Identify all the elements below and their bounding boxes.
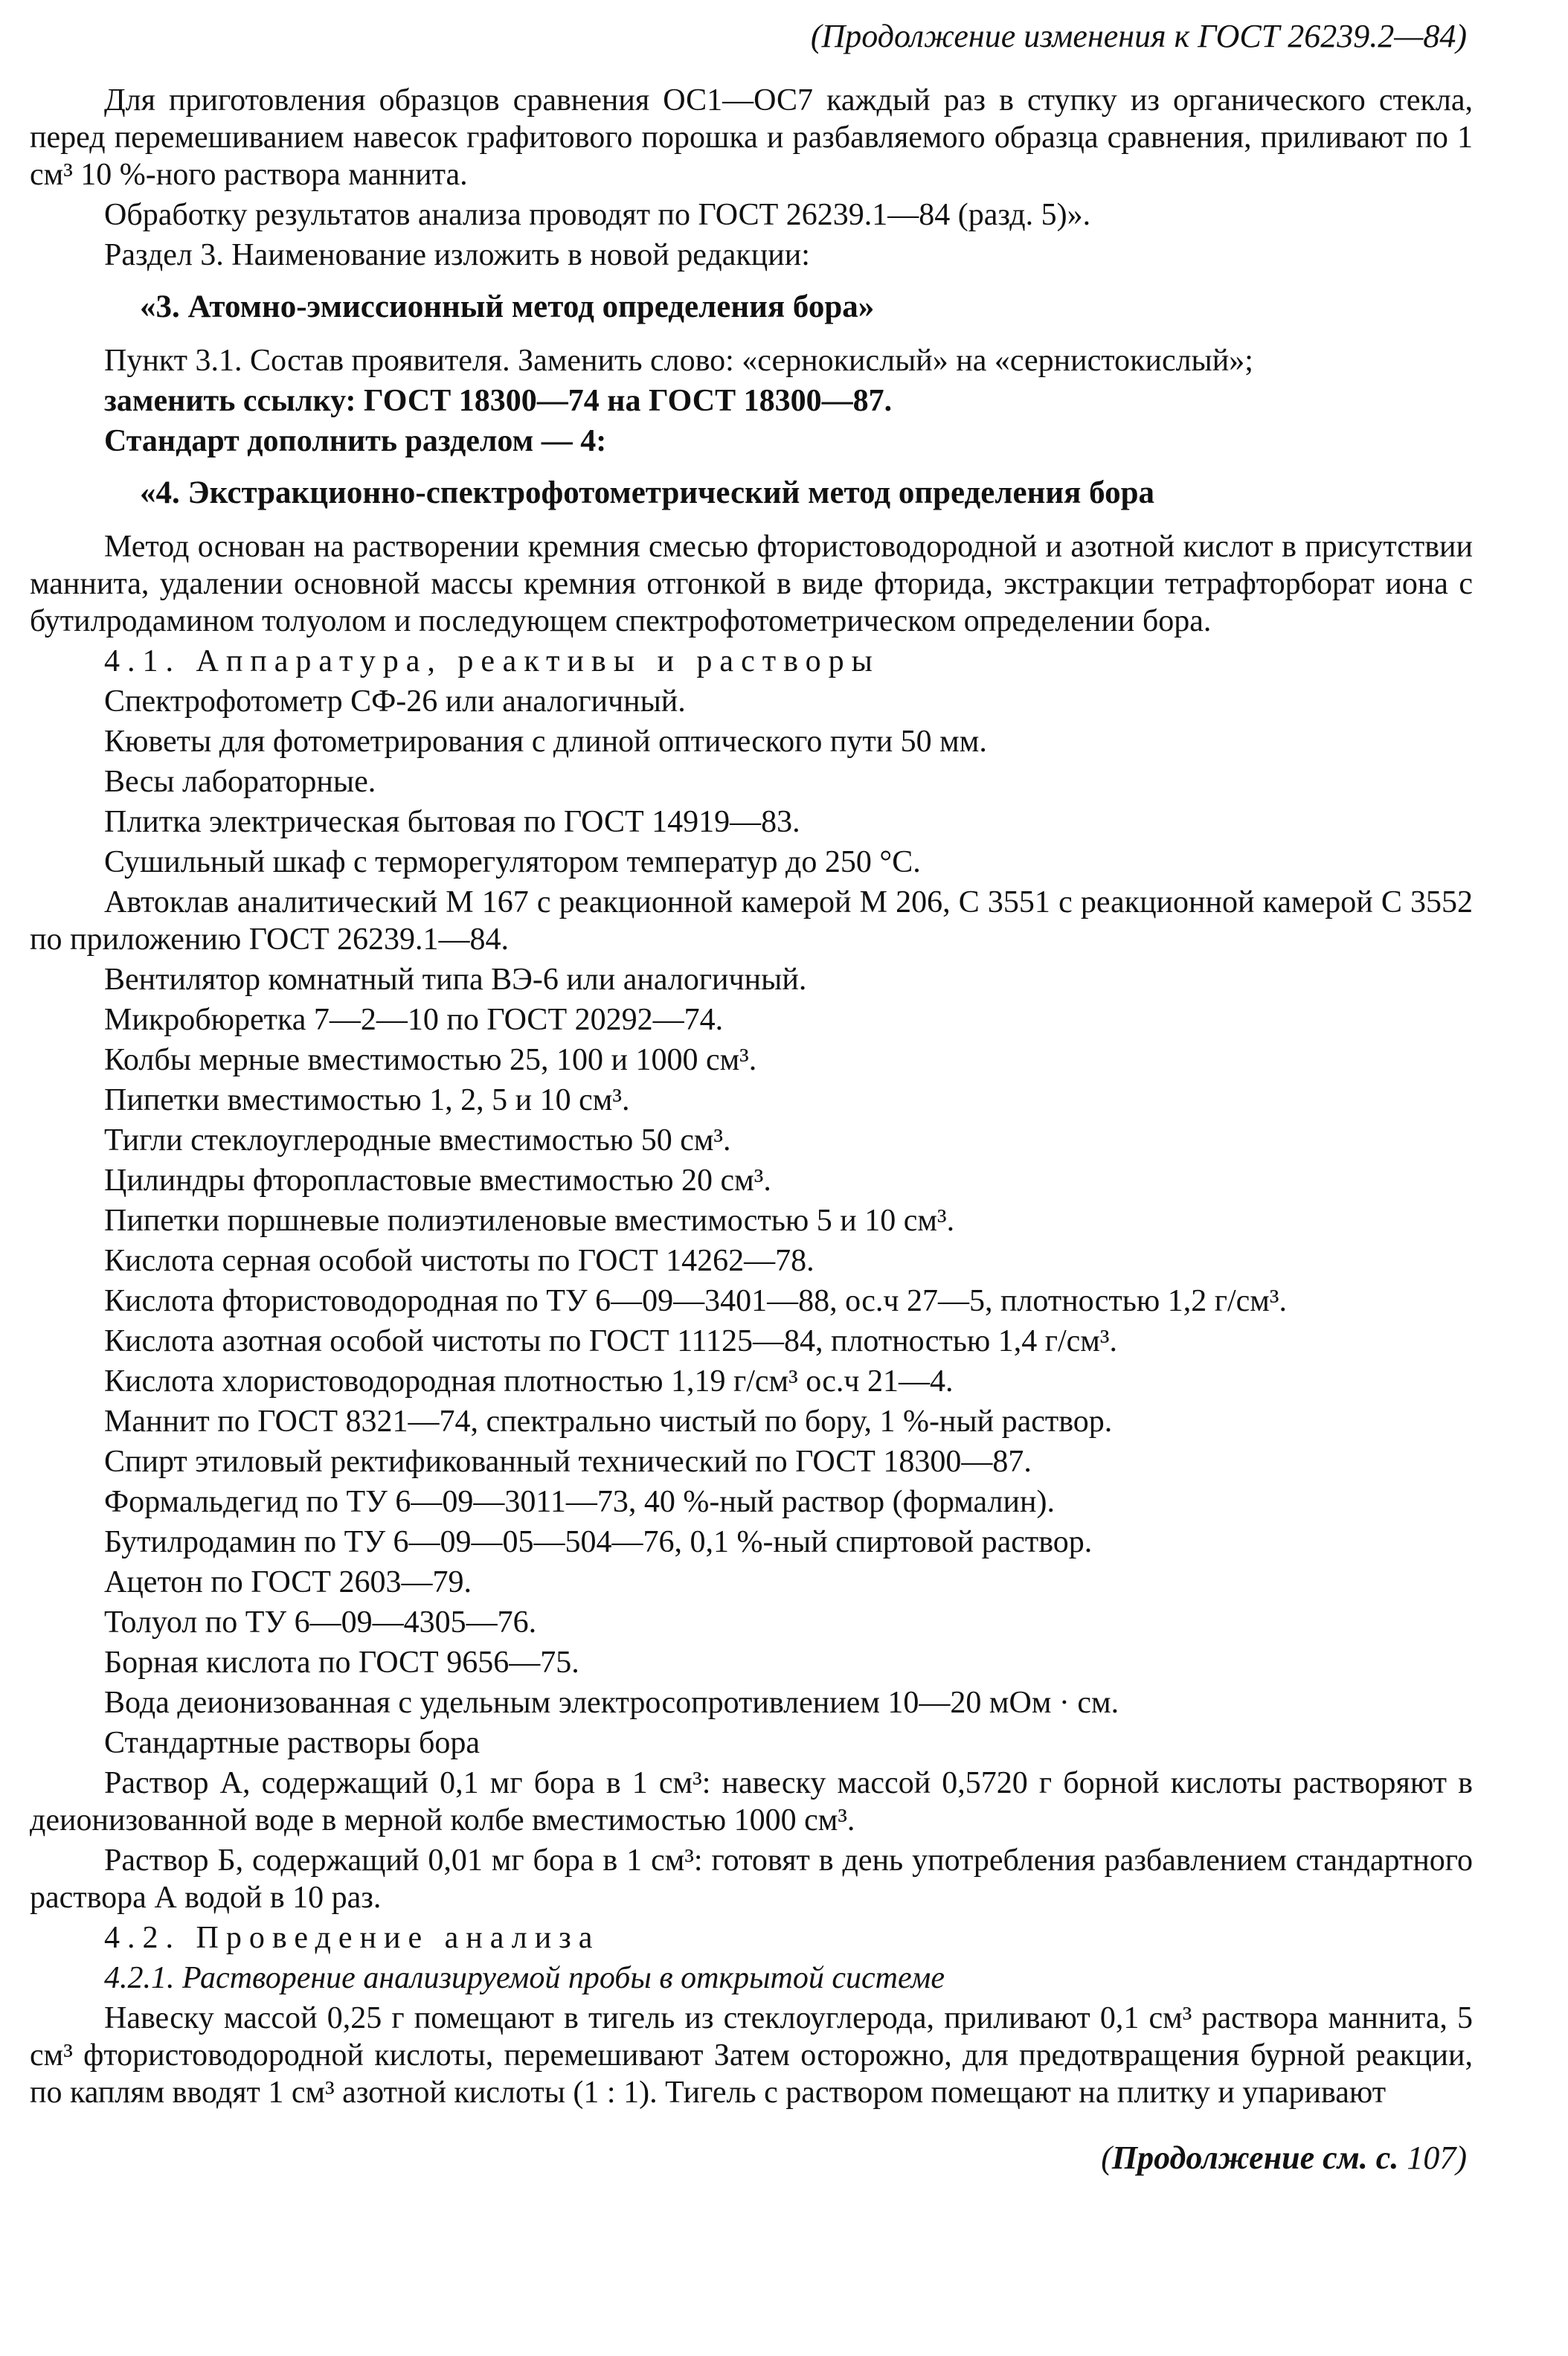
equipment-item: Цилиндры фторопластовые вместимостью 20 см³. xyxy=(104,1163,771,1198)
subsection-4-2-1-heading: 4.2.1. Растворение анализируемой пробы в открытой системе xyxy=(104,1961,945,1995)
equipment-item: Весы лабораторные. xyxy=(104,765,376,799)
reagent-item: Вода деионизованная с удельным электросопротивлением 10—20 мОм · см. xyxy=(104,1686,1119,1720)
equipment-item: Плитка электрическая бытовая по ГОСТ 14919—83. xyxy=(104,805,800,839)
paragraph-method-principle: Метод основан на растворении кремния смесью фтористоводородной и азотной кислот в присутствии маннита, удалении основной массы кремния отгонкой в виде фторида, экстракции тетрафторборат иона с бутилродамином толуолом и последующем спектрофотометрическом определении бора. xyxy=(30,530,1473,638)
reagent-item: Бутилродамин по ТУ 6—09—05—504—76, 0,1 %-ный спиртовой раствор. xyxy=(104,1525,1093,1559)
reagent-item: Борная кислота по ГОСТ 9656—75. xyxy=(104,1646,579,1680)
paragraph-reference-samples: Для приготовления образцов сравнения ОС1—ОС7 каждый раз в ступку из органического стекла, перед перемешиванием навесок графитового порошка и разбавляемого образца сравнения, приливают по 1 см³ 10 %-ного раствора маннита. xyxy=(30,83,1473,192)
continuation-header: (Продолжение изменения к ГОСТ 26239.2—84) xyxy=(810,18,1467,54)
reagent-item: Маннит по ГОСТ 8321—74, спектрально чистый по бору, 1 %-ный раствор. xyxy=(104,1405,1113,1439)
equipment-item: Автоклав аналитический М 167 с реакционной камерой М 206, С 3551 с реакционной камерой С 3552 по приложению ГОСТ 26239.1—84. xyxy=(30,885,1473,957)
paragraph-replace-reference: заменить ссылку: ГОСТ 18300—74 на ГОСТ 18300—87. xyxy=(104,384,893,418)
paragraph-results-processing: Обработку результатов анализа проводят по ГОСТ 26239.1—84 (разд. 5)». xyxy=(104,198,1091,232)
equipment-item: Колбы мерные вместимостью 25, 100 и 1000 см³. xyxy=(104,1043,757,1077)
reagent-item: Кислота серная особой чистоты по ГОСТ 14262—78. xyxy=(104,1244,814,1278)
reagent-item: Спирт этиловый ректификованный технический по ГОСТ 18300—87. xyxy=(104,1445,1032,1479)
paragraph-dissolution-procedure: Навеску массой 0,25 г помещают в тигель из стеклоуглерода, приливают 0,1 см³ раствора маннита, 5 см³ фтористоводородной кислоты, перемешивают Затем осторожно, для предотвращения бурной реакции, по каплям вводят 1 см³ азотной кислоты (1 : 1). Тигель с раствором помещают на плитку и упаривают xyxy=(30,2001,1473,2110)
reagent-item: Формальдегид по ТУ 6—09—3011—73, 40 %-ный раствор (формалин). xyxy=(104,1485,1055,1519)
subsection-4-1-heading: 4.1. Аппаратура, реактивы и растворы xyxy=(104,644,880,678)
paragraph-clause-3-1: Пункт 3.1. Состав проявителя. Заменить слово: «сернокислый» на «сернистокислый»; xyxy=(104,344,1253,378)
continuation-footer: (Продолжение см. с. 107) xyxy=(1101,2140,1467,2176)
section3-title: «3. Атомно-эмиссионный метод определения бора» xyxy=(140,289,875,324)
solution-a-paragraph: Раствор А, содержащий 0,1 мг бора в 1 см³: навеску массой 0,5720 г борной кислоты растворяют в деионизованной воде в мерной колбе вместимостью 1000 см³. xyxy=(30,1766,1473,1837)
footer-label: Продолжение см. с. xyxy=(1111,2140,1399,2176)
reagent-item: Толуол по ТУ 6—09—4305—76. xyxy=(104,1605,537,1640)
reagent-item: Кислота хлористоводородная плотностью 1,19 г/см³ ос.ч 21—4. xyxy=(104,1364,954,1399)
paragraph-section3-rename: Раздел 3. Наименование изложить в новой редакции: xyxy=(104,238,810,272)
subsection-4-2-heading: 4.2. Проведение анализа xyxy=(104,1921,600,1955)
reagent-item: Ацетон по ГОСТ 2603—79. xyxy=(104,1565,472,1599)
equipment-item: Микробюретка 7—2—10 по ГОСТ 20292—74. xyxy=(104,1003,724,1037)
reagent-item: Кислота фтористоводородная по ТУ 6—09—3401—88, ос.ч 27—5, плотностью 1,2 г/см³. xyxy=(104,1284,1287,1318)
paragraph-add-section4: Стандарт дополнить разделом — 4: xyxy=(104,424,607,458)
equipment-item: Сушильный шкаф с терморегулятором температур до 250 °С. xyxy=(104,845,921,879)
equipment-item: Пипетки поршневые полиэтиленовые вместимостью 5 и 10 см³. xyxy=(104,1204,955,1238)
reagent-item: Кислота азотная особой чистоты по ГОСТ 11125—84, плотностью 1,4 г/см³. xyxy=(104,1324,1117,1358)
equipment-item: Кюветы для фотометрирования с длиной оптического пути 50 мм. xyxy=(104,725,987,759)
equipment-item: Пипетки вместимостью 1, 2, 5 и 10 см³. xyxy=(104,1083,630,1117)
equipment-item: Вентилятор комнатный типа ВЭ-6 или аналогичный. xyxy=(104,963,807,997)
equipment-item: Тигли стеклоуглеродные вместимостью 50 см³. xyxy=(104,1123,731,1158)
section4-title: «4. Экстракционно-спектрофотометрический метод определения бора xyxy=(140,475,1155,510)
equipment-item: Спектрофотометр СФ-26 или аналогичный. xyxy=(104,684,686,719)
standard-solutions-heading: Стандартные растворы бора xyxy=(104,1726,481,1760)
solution-b-paragraph: Раствор Б, содержащий 0,01 мг бора в 1 см³: готовят в день употребления разбавлением стандартного раствора А водой в 10 раз. xyxy=(30,1843,1473,1915)
document-page xyxy=(30,15,1473,2180)
footer-page-number: 107 xyxy=(1407,2140,1456,2176)
